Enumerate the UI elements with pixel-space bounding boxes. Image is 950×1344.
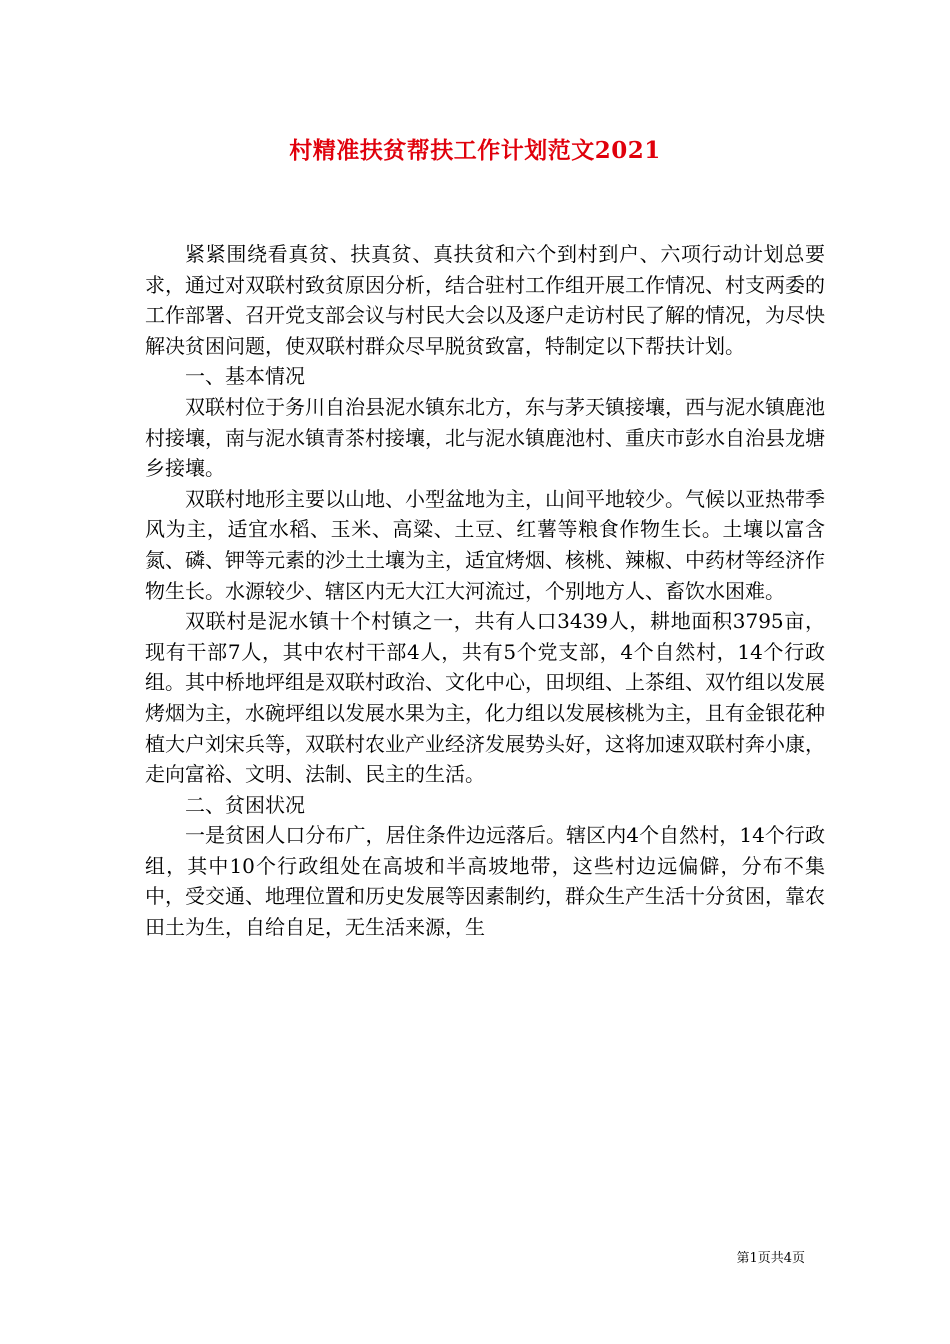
paragraph-location: 双联村位于务川自治县泥水镇东北方，东与茅天镇接壤，西与泥水镇鹿池村接壤，南与泥水镇青茶村接壤，北与泥水镇鹿池村、重庆市彭水自治县龙塘乡接壤。 — [145, 394, 825, 481]
document-title: 村精准扶贫帮扶工作计划范文2021 — [289, 137, 661, 164]
paragraph-terrain: 双联村地形主要以山地、小型盆地为主，山间平地较少。气候以亚热带季风为主，适宜水稻、玉米、高粱、土豆、红薯等粮食作物生长。土壤以富含氮、磷、钾等元素的沙土土壤为主，适宜烤烟、核桃、辣椒、中药材等经济作物生长。水源较少、辖区内无大江大河流过，个别地方人、畜饮水困难。 — [145, 486, 825, 603]
document-body — [145, 239, 825, 943]
paragraph-population: 双联村是泥水镇十个村镇之一，共有人口3439人，耕地面积3795亩，现有干部7人，其中农村干部4人，共有5个党支部，4个自然村，14个行政组。其中桥地坪组是双联村政治、文化中心，田坝组、上茶组、双竹组以发展烤烟为主，水碗坪组以发展水果为主，化力组以发展核桃为主，且有金银花种植大户刘宋兵等，双联村农业产业经济发展势头好，这将加速双联村奔小康，走向富裕、文明、法制、民主的生活。 — [145, 609, 825, 787]
heading-poverty-status: 二、贫困状况 — [185, 792, 305, 817]
page-number: 第1页共4页 — [736, 1251, 805, 1266]
paragraph-poverty-distribution: 一是贫困人口分布广，居住条件边远落后。辖区内4个自然村，14个行政组，其中10个行政组处在高坡和半高坡地带，这些村边远偏僻，分布不集中，受交通、地理位置和历史发展等因素制约，群众生产生活十分贫困，靠农田土为生，自给自足，无生活来源，生 — [145, 823, 825, 940]
paragraph-intro: 紧紧围绕看真贫、扶真贫、真扶贫和六个到村到户、六项行动计划总要求，通过对双联村致贫原因分析，结合驻村工作组开展工作情况、村支两委的工作部署、召开党支部会议与村民大会以及逐户走访村民了解的情况，为尽快解决贫困问题，使双联村群众尽早脱贫致富，特制定以下帮扶计划。 — [145, 242, 825, 358]
heading-basic-situation: 一、基本情况 — [185, 364, 305, 389]
